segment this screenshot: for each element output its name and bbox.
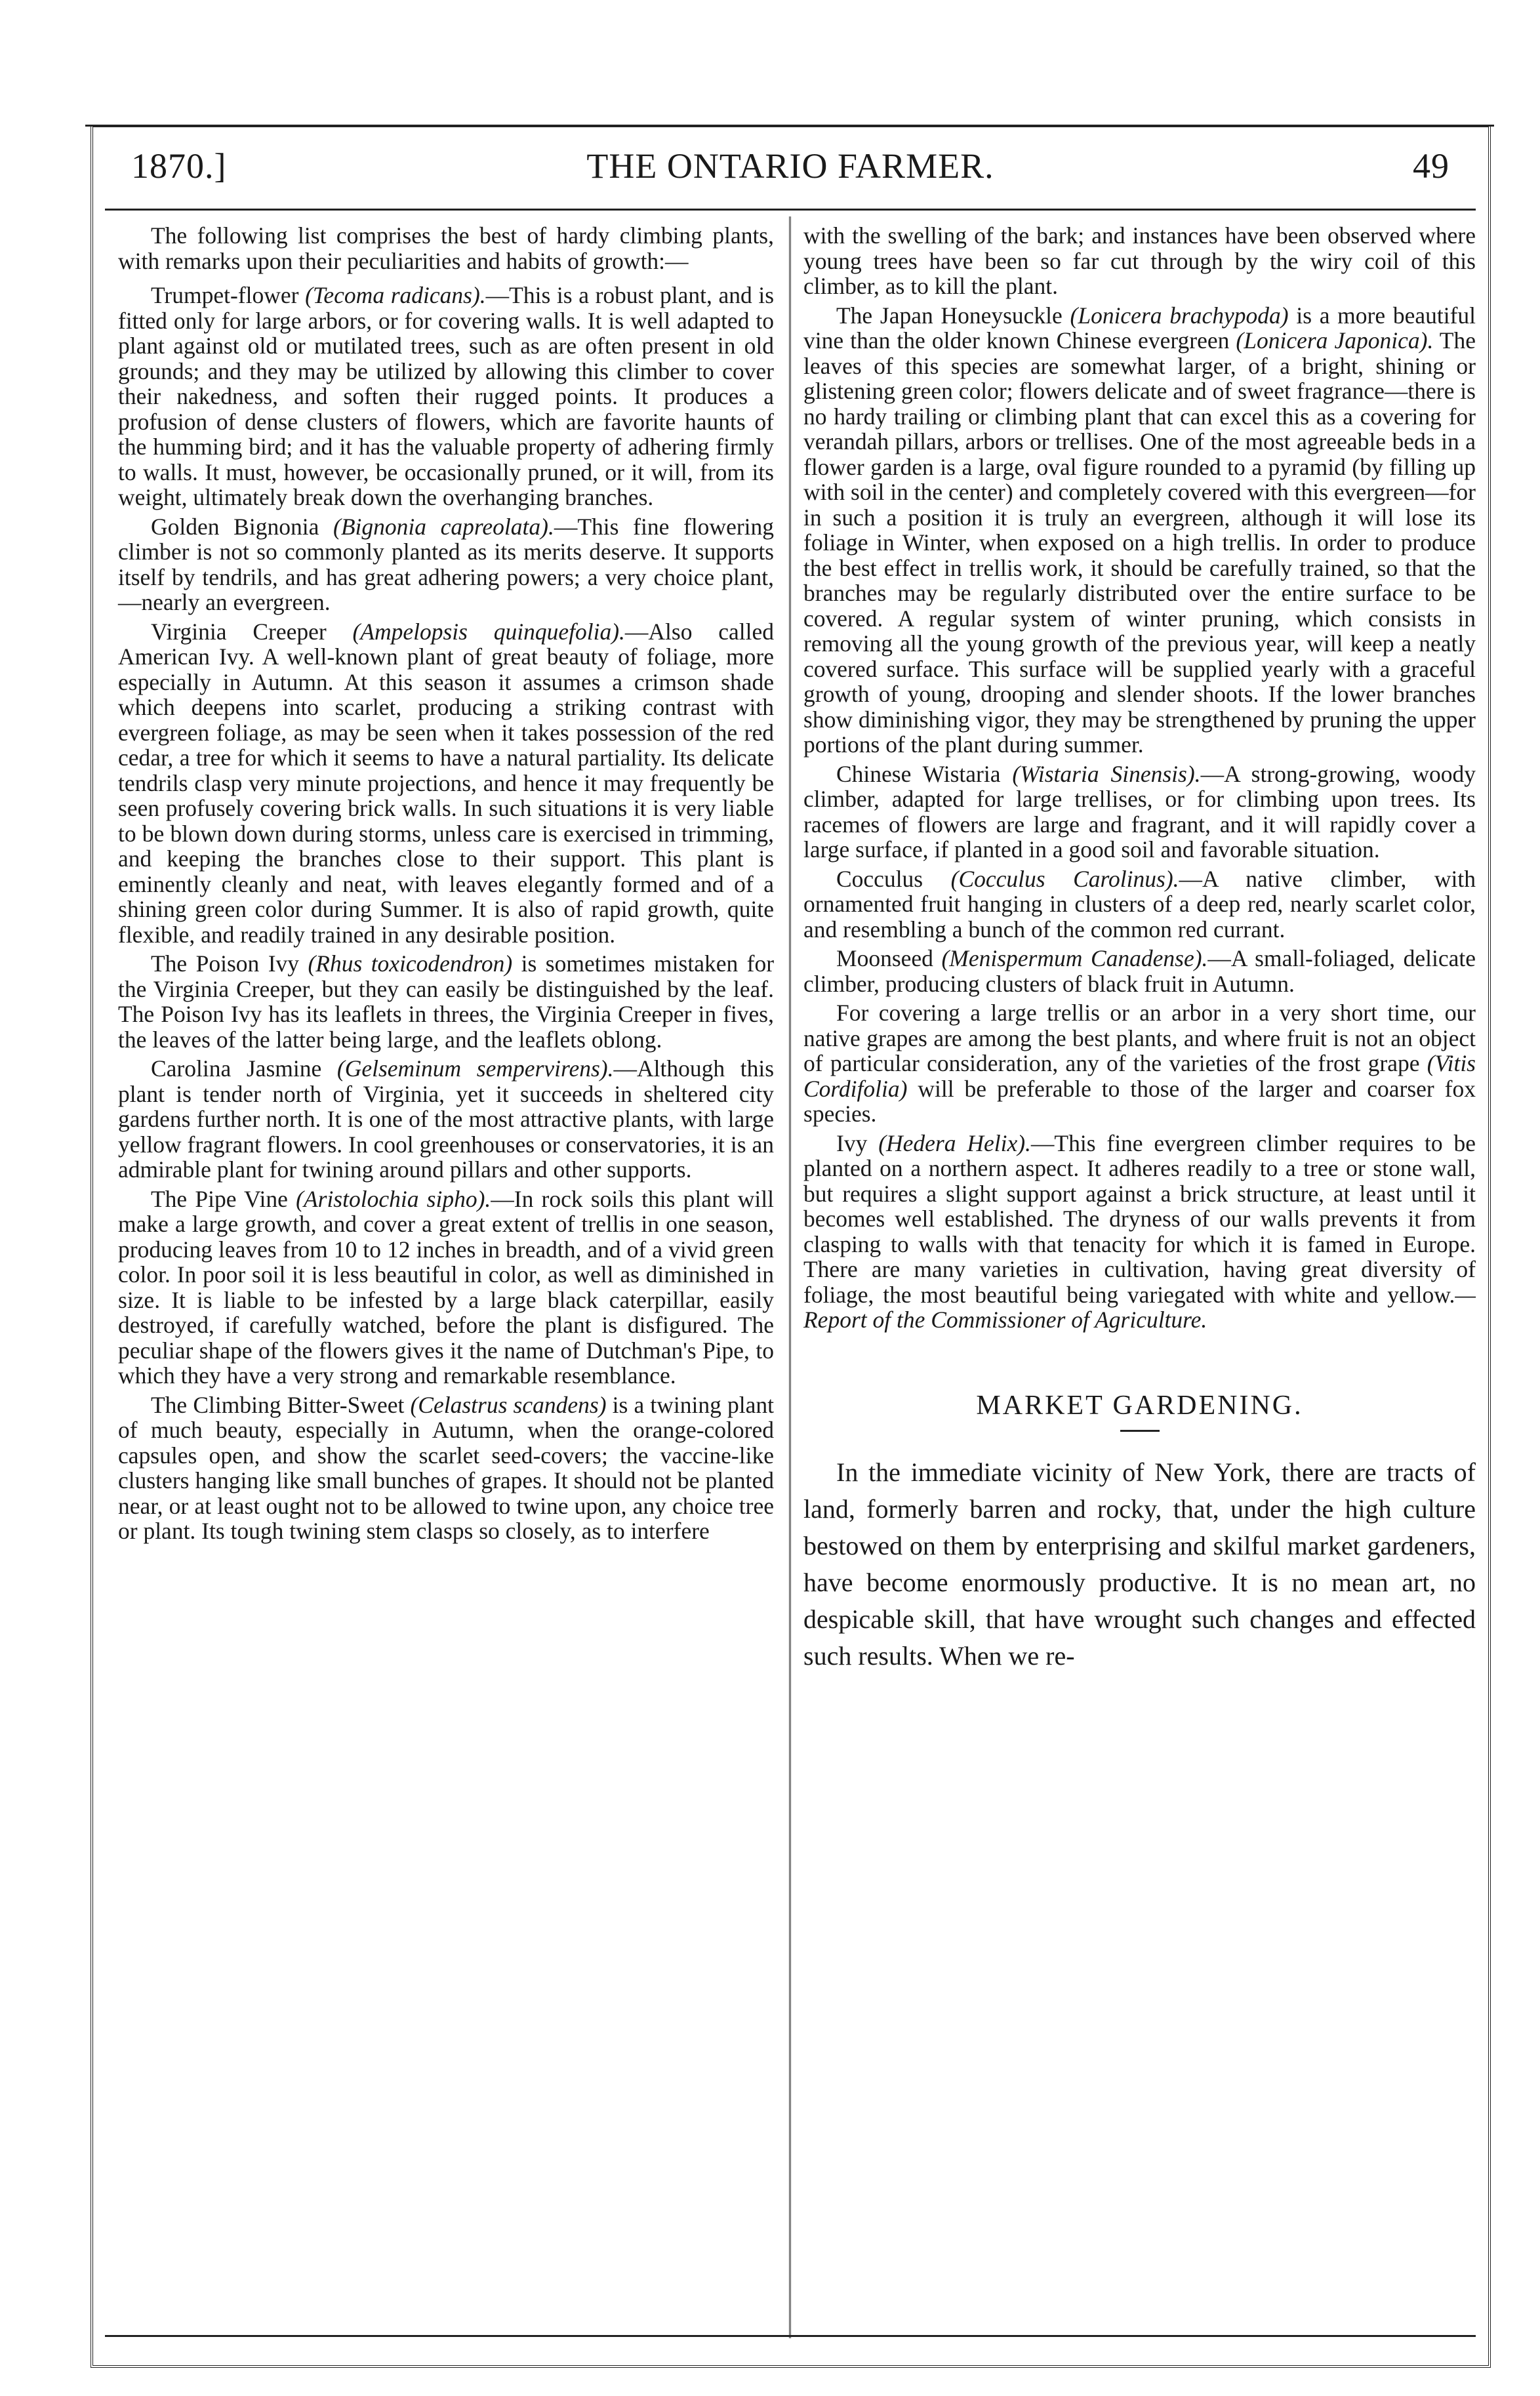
entry-trumpet-flower — [118, 283, 774, 510]
latin-name: (Vitis Cordifolia) — [803, 1050, 1476, 1102]
plant-name: The Poison Ivy — [151, 950, 300, 977]
section-dash — [1120, 1430, 1160, 1432]
header-rule — [105, 209, 1476, 211]
plant-name: The Pipe Vine — [151, 1185, 288, 1212]
entry-golden-bignonia — [118, 514, 774, 615]
page-number: 49 — [1413, 146, 1449, 186]
entry-virginia-creeper — [118, 619, 774, 948]
right-column — [803, 223, 1476, 1678]
latin-name: (Lonicera brachypoda) — [1070, 302, 1289, 329]
entry-chinese-wistaria — [803, 761, 1476, 863]
plant-name: Virginia Creeper — [151, 618, 327, 645]
latin-name: (Hedera Helix). — [878, 1129, 1031, 1156]
column-divider — [789, 216, 791, 2338]
plant-name: Moonseed — [836, 945, 933, 971]
entry-japan-honeysuckle — [803, 303, 1476, 758]
intro-paragraph: The following list comprises the best of hardy climbing plants, with remarks upon their peculiarities and habits of growth:— — [118, 222, 774, 274]
section-title-market-gardening: MARKET GARDENING. — [976, 1390, 1303, 1421]
entry-text: will be preferable to those of the larger and coarser fox species. — [803, 1075, 1476, 1127]
entry-text: For covering a large trellis or an arbor in a very short time, our native grapes are among the best plants, and where fruit is not an object of particular consideration, any of the varieties of the frost grape — [803, 1000, 1476, 1076]
latin-name: (Bignonia capreolata). — [333, 513, 554, 540]
entry-text: —A native climber, with ornamented fruit hanging in clusters of a deep red, nearly scarlet color, and resembling a bunch of the common red currant. — [803, 865, 1476, 943]
entry-text: —A small-foliaged, delicate climber, producing clusters of black fruit in Autumn. — [803, 945, 1476, 997]
header-year: 1870.] — [131, 146, 227, 186]
plant-name: The Climbing Bitter-Sweet — [151, 1391, 405, 1418]
entry-text: —In rock soils this plant will make a large growth, and cover a great extent of trellis in one season, producing leaves from 10 to 12 inches in breadth, and of a vivid green color. In poor soil it is less beautiful in color, as well as diminished in size. It is liable to be infested by a large black caterpillar, easily destroyed, if carefully watched, before the plant is disfigured. The peculiar shape of the flowers gives it the name of Dutchman's Pipe, to which they have a very strong and remarkable resemblance. — [118, 1185, 774, 1389]
plant-name: Chinese Wistaria — [836, 760, 1001, 787]
entry-poison-ivy — [118, 951, 774, 1052]
entry-cocculus — [803, 866, 1476, 943]
latin-name: (Menispermum Canadense). — [941, 945, 1208, 971]
entry-text: The leaves of this species are somewhat larger, of a bright, shining or glistening green color; flowers delicate and of sweet fragrance—there is no hardy trailing or climbing plant that can excel this as a covering for verandah pillars, arbors or trellises. One of the most agreeable beds in a flower garden is a large, oval figure rounded to a pyramid (by filling up with soil in the center) and completely covered with this evergreen—for in such a position it is truly an evergreen, although it will lose its foliage in Winter, when exposed on a high trellis. In order to produce the best effect in trellis work, it should be carefully trained, so that the branches may be regularly distributed over the entire surface to be covered. A regular system of winter pruning, which consists in removing all the young growth of the previous year, will keep a neatly covered surface. This surface will be supplied yearly with a graceful growth of young, drooping and slender shoots. If the lower branches show diminishing vigor, they may be strengthened by pruning the upper portions of the plant during summer. — [803, 327, 1476, 758]
bottom-rule — [105, 2335, 1476, 2337]
entry-text: —This fine evergreen climber requires to be planted on a northern aspect. It adheres readily to a tree or stone wall, but requires a slight support against a brick structure, at least until it becomes well established. The dryness of our walls prevents it from clasping to walls with that tenacity for which it is famed in Europe. There are many varieties in cultivation, having great diversity of foliage, the most beautiful being variegated with white and yellow. — [803, 1129, 1476, 1308]
entry-text: —Also called American Ivy. A well-known plant of great beauty of foliage, more especially in Autumn. At this season it assumes a crimson shade which deepens into scarlet, producing a striking contrast with evergreen foliage, as may be seen when it takes possession of the red cedar, a tree for which it seems to have a natural partiality. Its delicate tendrils clasp very minute projections, and hence it may frequently be seen profusely covering brick walls. In such situations it is very liable to be blown down during storms, unless care is exercised in trimming, and keeping the branches close to their support. This plant is eminently cleanly and neat, with leaves elegantly formed and of a shining green color during Summer. It is also of rapid growth, quite flexible, and readily trained in any desirable position. — [118, 618, 775, 948]
entry-text: is sometimes mistaken for the Virginia Creeper, but they can easily be distinguished by the leaf. The Poison Ivy has its leaflets in threes, the Virginia Creeper in fives, the leaves of the latter being large, and the leaflets oblong. — [118, 950, 775, 1053]
plant-name: The Japan Honeysuckle — [836, 302, 1063, 329]
left-column — [118, 223, 774, 1548]
entry-text: is a more beautiful vine than the older known Chinese evergreen — [803, 302, 1476, 354]
plant-name: Golden Bignonia — [151, 513, 319, 540]
source-citation: —Report of the Commissioner of Agriculture. — [803, 1281, 1476, 1333]
latin-name: (Ampelopsis quinquefolia). — [352, 618, 625, 645]
latin-name: (Lonicera Japonica). — [1236, 327, 1434, 354]
entry-text: —Although this plant is tender north of Virginia, yet it succeeds in sheltered city gardens further north. It is one of the most attractive plants, with large yellow fragrant flowers. In cool greenhouses or conservatories, it is an admirable plant for twining around pillars and other supports. — [118, 1055, 775, 1183]
plant-name: Ivy — [836, 1129, 868, 1156]
plant-name: Carolina Jasmine — [151, 1055, 322, 1082]
latin-name: (Rhus toxicodendron) — [308, 950, 513, 977]
latin-name: (Aristolochia sipho). — [296, 1185, 491, 1212]
header-title: THE ONTARIO FARMER. — [586, 146, 994, 186]
entry-pipe-vine — [118, 1187, 774, 1389]
latin-name: (Tecoma radicans). — [305, 282, 486, 308]
running-header — [105, 146, 1476, 205]
plant-name: Cocculus — [836, 865, 923, 892]
plant-name: Trumpet-flower — [151, 282, 299, 308]
latin-name: (Wistaria Sinensis). — [1012, 760, 1201, 787]
latin-name: (Gelseminum sempervirens). — [336, 1055, 614, 1082]
entry-native-grapes — [803, 1000, 1476, 1127]
entry-text: —This fine flowering climber is not so commonly planted as its merits deserve. It supports itself by tendrils, and has great adhering powers; a very choice plant,—nearly an evergreen. — [118, 513, 775, 615]
entry-ivy — [803, 1131, 1476, 1333]
entry-text: is a twining plant of much beauty, especially in Autumn, when the orange-colored capsules open, and show the scarlet seed-covers; the vaccine-like clusters hanging like small bunches of grapes. It should not be planted near, or at least ought not to be allowed to twine upon, any choice tree or plant. Its tough twining stem clasps so closely, as to interfere — [118, 1391, 774, 1544]
market-gardening-paragraph: In the immediate vicinity of New York, there are tracts of land, formerly barren and rocky, that, under the high culture bestowed on them by enterprising and skilful market gardeners, have become enormously productive. It is no mean art, no despicable skill, that have wrought such changes and effected such results. When we re- — [803, 1457, 1476, 1671]
entry-text: —This is a robust plant, and is fitted only for large arbors, or for covering walls. It is well adapted to plant against old or mutilated trees, such as are often present in old grounds; and they may be utilized by allowing this climber to cover their nakedness, and soften their rugged points. It produces a profusion of dense clusters of flowers, which are favorite haunts of the humming bird; and it has the valuable property of adhering firmly to walls. It must, however, be occasionally pruned, or it will, from its weight, ultimately break down the overhanging branches. — [118, 282, 775, 510]
latin-name: (Cocculus Carolinus). — [950, 865, 1179, 892]
continuation-paragraph: with the swelling of the bark; and instances have been observed where young trees have been so far cut through by the wiry coil of this climber, as to kill the plant. — [803, 222, 1476, 299]
entry-carolina-jasmine — [118, 1056, 774, 1183]
entry-climbing-bitter-sweet — [118, 1392, 774, 1544]
latin-name: (Celastrus scandens) — [410, 1391, 607, 1418]
entry-moonseed — [803, 946, 1476, 996]
entry-text: —A strong-growing, woody climber, adapted for large trellises, or for climbing upon trees. Its racemes of flowers are large and fragrant, and it will rapidly cover a large surface, if planted in a good soil and favorable situation. — [803, 760, 1476, 863]
